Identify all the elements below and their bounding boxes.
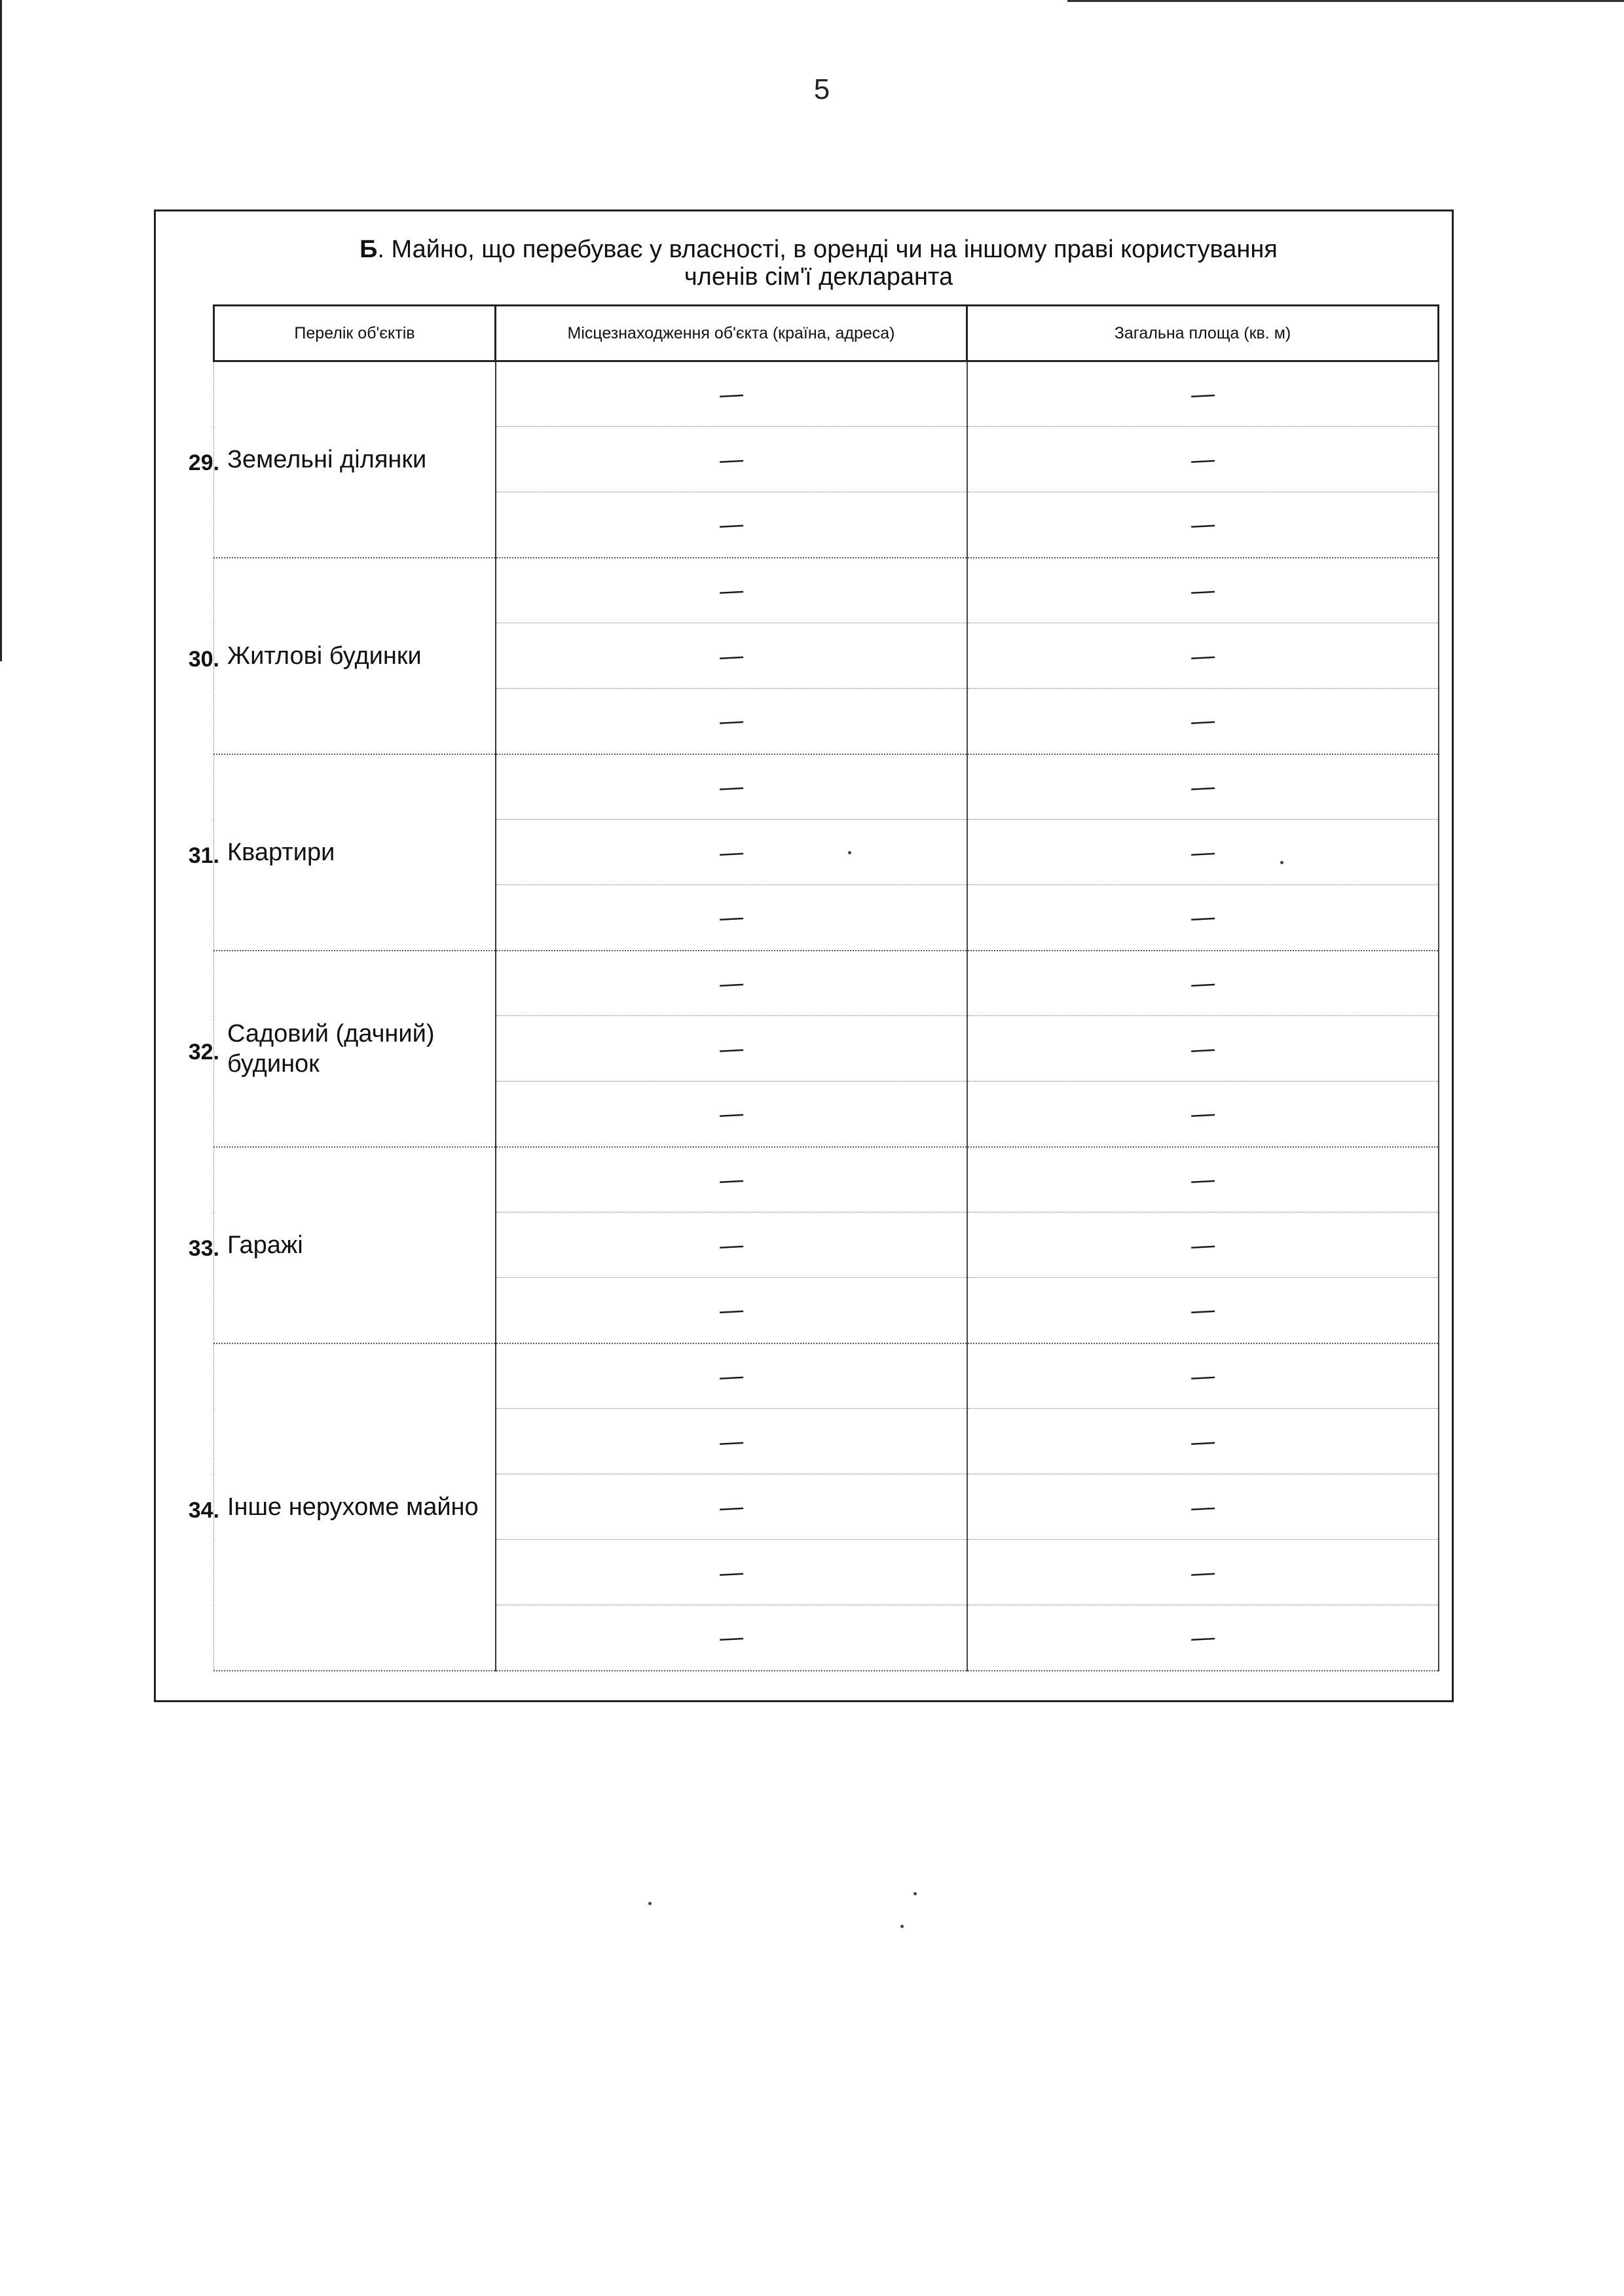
object-type-name: Земельні ділянки — [214, 361, 496, 558]
table-row — [214, 754, 1439, 820]
area-cell — [967, 820, 1439, 885]
location-cell — [496, 1474, 967, 1540]
scan-edge-top — [1067, 0, 1624, 2]
location-cell — [496, 623, 967, 689]
table-row — [214, 361, 1439, 427]
empty-dash: — — [718, 772, 744, 801]
empty-dash: — — [718, 837, 744, 866]
row-number: 34. — [188, 1498, 219, 1523]
empty-dash: — — [1190, 445, 1215, 473]
location-cell — [496, 689, 967, 754]
area-cell — [967, 361, 1439, 427]
empty-dash: — — [718, 706, 744, 735]
table-row — [214, 558, 1439, 623]
empty-dash: — — [718, 380, 744, 408]
section-title — [262, 236, 1375, 291]
section-letter: Б — [360, 236, 378, 263]
location-cell — [496, 885, 967, 951]
empty-dash: — — [718, 575, 744, 604]
table-row — [214, 1343, 1439, 1409]
page-number: 5 — [813, 73, 830, 105]
object-type-name: Квартири — [214, 754, 496, 951]
scan-speck — [1280, 861, 1283, 864]
empty-dash: — — [1190, 575, 1215, 604]
location-cell — [496, 427, 967, 492]
area-cell — [967, 1540, 1439, 1605]
scan-edge-left — [0, 0, 2, 661]
empty-dash: — — [1190, 903, 1215, 932]
empty-dash: — — [718, 903, 744, 932]
location-cell — [496, 1278, 967, 1343]
location-cell — [496, 1016, 967, 1082]
location-cell — [496, 361, 967, 427]
empty-dash: — — [1190, 1034, 1215, 1063]
area-cell — [967, 951, 1439, 1016]
table-header-row — [214, 306, 1439, 361]
object-type-name: Житлові будинки — [214, 558, 496, 754]
empty-dash: — — [1190, 1296, 1215, 1324]
empty-dash: — — [718, 1034, 744, 1063]
area-cell — [967, 754, 1439, 820]
location-cell — [496, 1343, 967, 1409]
scan-speck — [913, 1892, 917, 1895]
location-cell — [496, 820, 967, 885]
assets-table — [213, 304, 1439, 1671]
location-cell — [496, 1540, 967, 1605]
object-type-name: Гаражі — [214, 1147, 496, 1343]
empty-dash: — — [1190, 837, 1215, 866]
object-type-name: Інше нерухоме майно — [214, 1343, 496, 1671]
area-cell — [967, 689, 1439, 754]
table-row — [214, 951, 1439, 1016]
area-cell — [967, 492, 1439, 558]
section-title-line2: членів сім'ї декларанта — [684, 263, 953, 291]
empty-dash: — — [718, 445, 744, 473]
empty-dash: — — [718, 1361, 744, 1390]
location-cell — [496, 1605, 967, 1671]
empty-dash: — — [718, 1230, 744, 1259]
empty-dash: — — [718, 1623, 744, 1652]
row-number: 32. — [188, 1040, 219, 1065]
location-cell — [496, 558, 967, 623]
area-cell — [967, 1147, 1439, 1212]
location-cell — [496, 951, 967, 1016]
empty-dash: — — [1190, 1230, 1215, 1259]
empty-dash: — — [1190, 1361, 1215, 1390]
scan-speck — [848, 851, 851, 854]
area-cell — [967, 1605, 1439, 1671]
empty-dash: — — [1190, 510, 1215, 539]
area-cell — [967, 1409, 1439, 1474]
area-cell — [967, 623, 1439, 689]
empty-dash: — — [718, 1492, 744, 1521]
empty-dash: — — [1190, 1427, 1215, 1455]
scan-speck — [648, 1902, 652, 1905]
section-title-line1: . Майно, що перебуває у власності, в оренді чи на іншому праві користування — [377, 236, 1278, 263]
area-cell — [967, 1343, 1439, 1409]
empty-dash: — — [718, 1296, 744, 1324]
assets-table-body — [214, 361, 1439, 1671]
location-cell — [496, 754, 967, 820]
header-location: Місцезнаходження об'єкта (країна, адреса) — [496, 306, 967, 361]
area-cell — [967, 1474, 1439, 1540]
header-objects: Перелік об'єктів — [214, 306, 496, 361]
location-cell — [496, 1082, 967, 1147]
area-cell — [967, 1278, 1439, 1343]
location-cell — [496, 1409, 967, 1474]
empty-dash: — — [1190, 1558, 1215, 1586]
empty-dash: — — [718, 1099, 744, 1128]
area-cell — [967, 1212, 1439, 1278]
area-cell — [967, 1016, 1439, 1082]
empty-dash: — — [1190, 1099, 1215, 1128]
empty-dash: — — [718, 510, 744, 539]
area-cell — [967, 558, 1439, 623]
header-area: Загальна площа (кв. м) — [967, 306, 1439, 361]
location-cell — [496, 1147, 967, 1212]
empty-dash: — — [1190, 1492, 1215, 1521]
empty-dash: — — [718, 1165, 744, 1194]
empty-dash: — — [718, 1558, 744, 1586]
location-cell — [496, 492, 967, 558]
empty-dash: — — [1190, 968, 1215, 997]
empty-dash: — — [718, 1427, 744, 1455]
area-cell — [967, 885, 1439, 951]
table-row — [214, 1147, 1439, 1212]
row-number: 30. — [188, 647, 219, 672]
empty-dash: — — [1190, 772, 1215, 801]
empty-dash: — — [718, 968, 744, 997]
empty-dash: — — [718, 641, 744, 670]
empty-dash: — — [1190, 1165, 1215, 1194]
location-cell — [496, 1212, 967, 1278]
row-number: 29. — [188, 450, 219, 475]
row-number: 33. — [188, 1236, 219, 1261]
area-cell — [967, 1082, 1439, 1147]
empty-dash: — — [1190, 706, 1215, 735]
row-number: 31. — [188, 843, 219, 868]
empty-dash: — — [1190, 380, 1215, 408]
scan-speck — [900, 1925, 904, 1928]
area-cell — [967, 427, 1439, 492]
object-type-name: Садовий (дачний) будинок — [214, 951, 496, 1147]
empty-dash: — — [1190, 1623, 1215, 1652]
empty-dash: — — [1190, 641, 1215, 670]
